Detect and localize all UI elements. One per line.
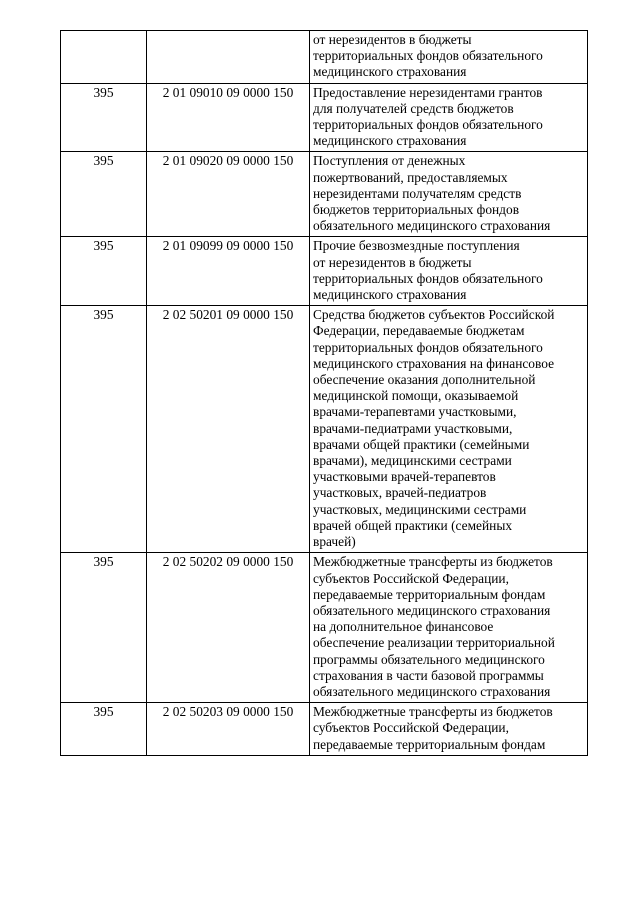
admin-code-cell: 395 xyxy=(61,152,147,237)
budget-code-cell: 2 01 09010 09 0000 150 xyxy=(147,83,310,152)
income-name-line: врачей) xyxy=(313,534,356,550)
admin-code-cell: 395 xyxy=(61,306,147,553)
income-name-line: участковых, врачей-педиатров xyxy=(313,485,487,501)
budget-code-cell: 2 02 50202 09 0000 150 xyxy=(147,553,310,703)
income-name-line: медицинского страхования на финансовое xyxy=(313,355,555,371)
income-name-line: страхования в части базовой программы xyxy=(313,667,544,683)
income-name-cell xyxy=(310,237,588,306)
income-name-line: медицинской помощи, оказываемой xyxy=(313,388,519,404)
income-name-line: Средства бюджетов субъектов Российской xyxy=(313,307,555,323)
income-name-line: нерезидентами получателям средств xyxy=(313,185,522,201)
income-name-cell xyxy=(310,152,588,237)
income-name-line: обязательного медицинского страхования xyxy=(313,218,551,234)
income-name-line: врачами-педиатрами участковыми, xyxy=(313,420,513,436)
income-name-line: медицинского страхования xyxy=(313,64,467,80)
income-name-line: обеспечение реализации территориальной xyxy=(313,635,555,651)
income-name-line: врачами-терапевтами участковыми, xyxy=(313,404,517,420)
income-name-line: субъектов Российской Федерации, xyxy=(313,720,509,736)
income-name-line: Межбюджетные трансферты из бюджетов xyxy=(313,704,553,720)
income-name-line: программы обязательного медицинского xyxy=(313,651,545,667)
income-name-line: Поступления от денежных xyxy=(313,153,466,169)
income-name-line: пожертвований, предоставляемых xyxy=(313,169,508,185)
income-name-cell xyxy=(310,306,588,553)
income-name-cell xyxy=(310,31,588,84)
admin-code-cell: 395 xyxy=(61,553,147,703)
income-name-line: врачей общей практики (семейных xyxy=(313,517,513,533)
income-name-line: Межбюджетные трансферты из бюджетов xyxy=(313,554,553,570)
budget-code-cell: 2 02 50201 09 0000 150 xyxy=(147,306,310,553)
table-row xyxy=(61,31,588,84)
budget-classification-table xyxy=(60,30,588,756)
income-name-line: Федерации, передаваемые бюджетам xyxy=(313,323,525,339)
budget-code-cell: 2 02 50203 09 0000 150 xyxy=(147,703,310,756)
table-row xyxy=(61,83,588,152)
table-row xyxy=(61,152,588,237)
income-name-line: врачами общей практики (семейными xyxy=(313,436,530,452)
income-name-line: Прочие безвозмездные поступления xyxy=(313,238,520,254)
income-name-line: врачами), медицинскими сестрами xyxy=(313,453,512,469)
income-name-line: медицинского страхования xyxy=(313,133,467,149)
admin-code-cell: 395 xyxy=(61,83,147,152)
income-name-line: участковыми врачей-терапевтов xyxy=(313,469,496,485)
income-name-line: для получателей средств бюджетов xyxy=(313,100,514,116)
income-name-line: от нерезидентов в бюджеты xyxy=(313,32,472,47)
income-name-line: от нерезидентов в бюджеты xyxy=(313,254,472,270)
income-name-line: территориальных фондов обязательного xyxy=(313,270,543,286)
income-name-line: участковых, медицинскими сестрами xyxy=(313,501,527,517)
income-name-line: Предоставление нерезидентами грантов xyxy=(313,84,543,100)
admin-code-cell: 395 xyxy=(61,703,147,756)
budget-code-cell: 2 01 09099 09 0000 150 xyxy=(147,237,310,306)
income-name-line: передаваемые территориальным фондам xyxy=(313,586,546,602)
income-name-line: субъектов Российской Федерации, xyxy=(313,570,509,586)
income-name-line: медицинского страхования xyxy=(313,287,467,303)
income-name-cell xyxy=(310,553,588,703)
table-row xyxy=(61,703,588,756)
income-name-line: обеспечение оказания дополнительной xyxy=(313,372,536,388)
income-name-line: бюджетов территориальных фондов xyxy=(313,202,520,218)
table-row xyxy=(61,237,588,306)
income-name-cell xyxy=(310,703,588,756)
admin-code-cell xyxy=(61,31,147,84)
income-name-line: обязательного медицинского страхования xyxy=(313,683,551,699)
income-name-line: территориальных фондов обязательного xyxy=(313,117,543,133)
table-row xyxy=(61,553,588,703)
income-name-line: территориальных фондов обязательного xyxy=(313,48,543,64)
budget-code-cell: 2 01 09020 09 0000 150 xyxy=(147,152,310,237)
income-name-line: территориальных фондов обязательного xyxy=(313,339,543,355)
income-name-line: обязательного медицинского страхования xyxy=(313,602,551,618)
table-row xyxy=(61,306,588,553)
budget-code-cell xyxy=(147,31,310,84)
admin-code-cell: 395 xyxy=(61,237,147,306)
income-name-line: передаваемые территориальным фондам xyxy=(313,736,546,752)
income-name-cell xyxy=(310,83,588,152)
income-name-line: на дополнительное финансовое xyxy=(313,619,494,635)
table-body xyxy=(61,31,588,756)
